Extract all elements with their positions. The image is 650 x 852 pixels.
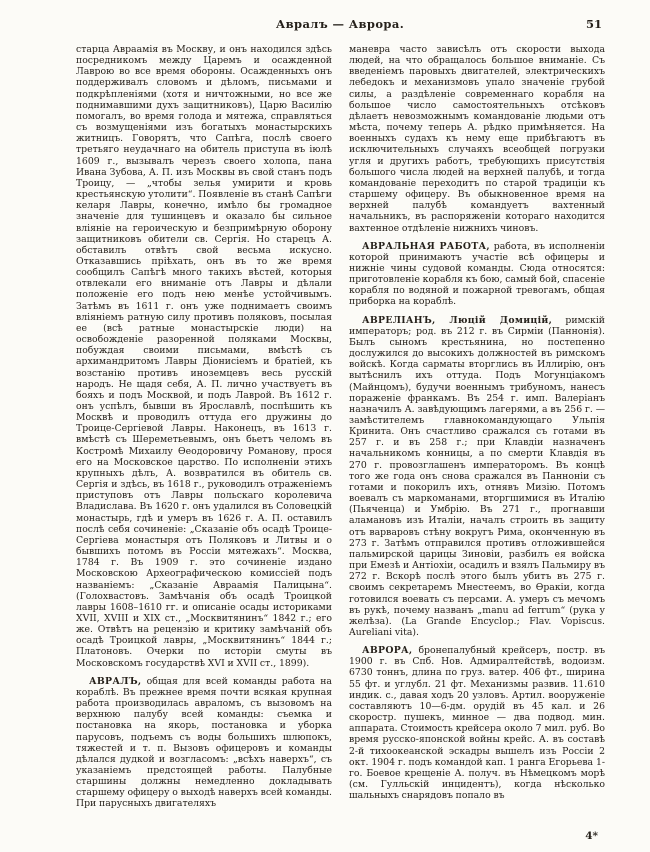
- entry-aurora: [349, 645, 605, 801]
- paragraph-text: старца Авраамія въ Москву, и онъ находился здѣсь посредникомъ между Царемъ и осажденной Лаврою во все время обороны. Осажденныхъ онъ поддерживалъ словомъ и дѣломъ, письмами и подкрѣпленіями (хотя и ничтожными, но все же поднимавшими духъ защитниковъ), Царю Василію помогалъ, во время голода и мятежа, справляться съ возмущеніями изъ богатыхъ монастырскихъ житницъ. Говорятъ, что Сапѣга, послѣ своего третьяго неудачнаго на обитель приступа въ іюлѣ 1609 г., вызывалъ черезъ своего холопа, пана Ивана Зубова, А. П. изъ Москвы въ свой станъ подъ Троицу, — „чтобы зелья умирити и кровь крестьянскую утолити“. Появленіе въ станѣ Сапѣги келаря Лавры, конечно, имѣло бы громадное значеніе для тушинцевъ и оказало бы сильное вліяніе на героическую и безпримѣрную оборону защитниковъ обители св. Сергія. Но старецъ А. обставилъ отвѣтъ свой весьма искусно. Отказавшись пріѣхать, онъ въ то же время сообщилъ Сапѣгѣ много такихъ вѣстей, которыя отвлекали его вниманіе отъ Лавры и дѣлали положеніе его подъ нею менѣе устойчивымъ. Затѣмъ въ 1611 г. онъ уже поднимаетъ своимъ вліяніемъ ратную силу противъ поляковъ, посылая ее (всѣ ратные монастырскіе люди) на освобожденіе разоренной поляками Москвы, побуждая своими письмами, вмѣстѣ съ архимандритомъ Лавры Діонисіемъ и братіей, къ возстанію противъ иноземцевъ весь русскій народъ. Не щадя себя, А. П. лично участвуетъ въ бояхъ и подъ Москвой, и подъ Лаврой. Въ 1612 г. онъ успѣлъ, бывши въ Ярославлѣ, поспѣшить къ Москвѣ и проводилъ оттуда его дружины до Троице-Сергіевой Лавры. Наконецъ, въ 1613 г. вмѣстѣ съ Шереметьевымъ, онъ бьетъ челомъ въ Костромѣ Михаилу Ѳеодоровичу Романову, прося его на Московское царство. По исполненіи этихъ крупныхъ дѣлъ, А. возвратился въ обитель св. Сергія и здѣсь, въ 1618 г., руководилъ отраженіемъ приступовъ отъ Лавры польскаго королевича Владислава. Въ 1620 г. онъ удалился въ Соловецкій монастырь, гдѣ и умеръ въ 1626 г. А. П. оставилъ послѣ себя сочиненіе: „Сказаніе объ осадѣ Троице-Сергіева монастыря отъ Поляковъ и Литвы и о бывшихъ потомъ въ Россіи мятежахъ“. Москва, 1784 г. Въ 1909 г. это сочиненіе издано Московскою Археографическою комиссіей подъ названіемъ: „Сказаніе Авраамія Палицына“. (Голохвастовъ. Замѣчанія объ осадѣ Троицкой лавры 1608–1610 гг. и описаніе осады историками XVII, XVIII и XIX ст., „Москвитянинъ“ 1842 г.; его же. Отвѣтъ на рецензію и критику замѣчаній объ осадѣ Троицкой лавры, „Москвитянинъ“ 1844 г.; Платоновъ. Очерки по исторіи смуты въ Московскомъ государствѣ XVI и XVII ст., 1899).: [76, 44, 332, 669]
- text-columns: [76, 44, 604, 810]
- entry-headword-avralnaya: АВРАЛЬНАЯ РАБОТА,: [362, 240, 490, 252]
- page-number: 51: [585, 17, 602, 31]
- entry-text-aurelian: римскій императоръ; род. въ 212 г. въ Сирміи (Паннонія). Былъ сыномъ крестьянина, но постепенно дослужился до высокихъ должностей въ римскомъ войскѣ. Когда сарматы вторглись въ Иллирію, онъ вытѣснилъ ихъ оттуда. Подъ Могунціакомъ (Майнцомъ), будучи военнымъ трибуномъ, нанесъ пораженіе франкамъ. Въ 254 г. имп. Валеріанъ назначилъ А. завѣдующимъ лагерями, а въ 256 г. — замѣстителемъ главнокомандующаго Ульпія Кринита. Онъ счастливо сражался съ готами въ 257 г. и въ 258 г.; при Клавдіи назначенъ начальникомъ конницы, а по смерти Клавдія въ 270 г. провозглашенъ императоромъ. Въ концѣ того же года онъ снова сражался въ Панноніи съ готами и покорилъ ихъ, отнявъ Мизію. Потомъ воевалъ съ маркоманами, вторгшимися въ Италію (Пьяченца) и Умбрію. Въ 271 г., прогнавши аламановъ изъ Италіи, началъ строить въ защиту отъ варваровъ стѣну вокругъ Рима, оконченную въ 273 г. Затѣмъ отправился противъ отложившейся пальмирской царицы Зиновіи, разбилъ ея войска при Емезѣ и Антіохіи, осадилъ и взялъ Пальмиру въ 272 г. Вскорѣ послѣ этого былъ убитъ въ 275 г. своимъ секретаремъ Мнестеемъ, во Ѳракіи, когда готовился воевать съ персами. А. умеръ съ мечомъ въ рукѣ, почему названъ „manu ad ferrum“ (рука у желѣза). (La Grande Encyclop.; Flav. Vopiscus. Aureliani vita).: [349, 314, 605, 638]
- paragraph-avral-continuation: [349, 44, 605, 234]
- entry-aurelian: [349, 315, 605, 639]
- left-column: [76, 44, 332, 810]
- running-head: [76, 16, 604, 36]
- entry-text-avralnaya: работа, въ исполненіи которой принимаютъ участіе всѣ офицеры и нижніе чины судовой команды. Сюда относятся: приготовленіе корабля къ бою, самый бой, спасеніе корабля по водяной и пожарной тревогамъ, общая приборка на кораблѣ.: [349, 240, 605, 308]
- right-column: [349, 44, 605, 810]
- running-head-title: Авралъ — Аврора.: [275, 17, 405, 31]
- entry-avralnaya-rabota: [349, 241, 605, 308]
- entry-text-aurora: бронепалубный крейсеръ, постр. въ 1900 г. въ Спб. Нов. Адмиралтействѣ, водоизм. 6730 тоннъ, длина по груз. ватер. 406 фт., ширина 55 фт. и углубл. 21 фт. Механизмы развив. 11.610 индик. с., давая ходъ 20 узловъ. Артил. вооруженіе составляютъ 10—6-дм. орудій въ 45 кал. и 26 скоростр. пушекъ, минное — два подвод. мин. аппарата. Стоимость крейсера около 7 мил. руб. Во время русско-японской войны крейс. А. въ составѣ 2-й тихоокеанской эскадры вышелъ изъ Россіи 2 окт. 1904 г. подъ командой кап. 1 ранга Егорьева 1-го. Боевое крещеніе А. получ. въ Нѣмецкомъ морѣ (см. Гулльскій инцидентъ), когда нѣсколько шальныхъ снарядовъ попало въ: [349, 645, 605, 802]
- entry-headword-avral: АВРАЛЪ,: [89, 675, 142, 687]
- paragraph-text: маневра часто зависѣлъ отъ скорости выхода людей, на что обращалось большое вниманіе. Съ введеніемъ паровыхъ двигателей, электрическихъ лебедокъ и механизмовъ упало значеніе грубой силы, а раздѣленіе современнаго корабля на большое число самостоятельныхъ отсѣковъ дѣлаетъ невозможнымъ командованіе людьми отъ мѣста, почему теперь А. рѣдко примѣняется. На военныхъ судахъ къ нему еще прибѣгаютъ въ исключительныхъ случаяхъ всеобщей погрузки угля и другихъ работъ, требующихъ присутствія большого числа людей на верхней палубѣ, и тогда командованіе переходитъ по старой традиціи къ старшему офицеру. Въ обыкновенное время на верхней палубѣ командуетъ вахтенный начальникъ, въ распоряженіи котораго находится вахтенное отдѣленіе нижнихъ чиновъ.: [349, 44, 605, 234]
- entry-headword-aurora: АВРОРА,: [362, 645, 413, 657]
- entry-headword-aurelian: АВРЕЛІАНЪ, Люцій Домицій,: [362, 314, 553, 326]
- paragraph-avraamy-continuation: [76, 44, 332, 669]
- signature-mark: 4*: [585, 830, 598, 842]
- entry-text-avral: общая для всей команды работа на кораблѣ. Въ прежнее время почти всякая крупная работа производилась авраломъ, съ вызовомъ на верхнюю палубу всей команды: съемка и постановка на якорь, постановка и уборка парусовъ, подъемъ съ воды большихъ шлюпокъ, тяжестей и т. п. Вызовъ офицеровъ и команды дѣлался дудкой и возгласомъ: „всѣхъ наверхъ“, съ указаніемъ предстоящей работы. Палубные старшины должны немедленно докладывать старшему офицеру о выходѣ наверхъ всей команды. При парусныхъ двигателяхъ: [76, 675, 332, 810]
- entry-avral: [76, 676, 332, 810]
